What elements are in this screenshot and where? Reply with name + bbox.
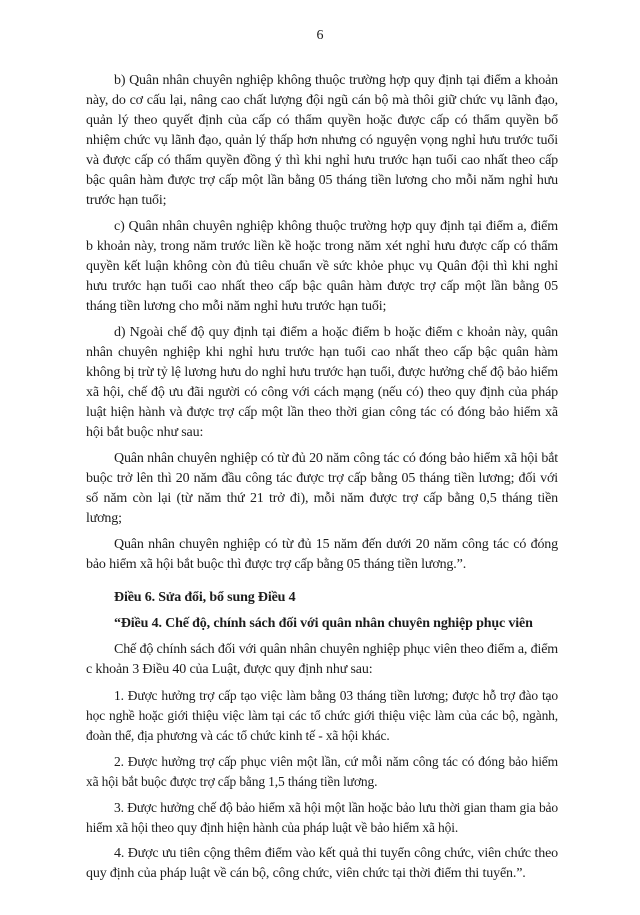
- page-number: 6: [316, 28, 324, 43]
- paragraph-clause-b: b) Quân nhân chuyên nghiệp không thuộc trường hợp quy định tại điểm a khoản này, do cơ cấu lại, nâng cao chất lượng đội ngũ cán bộ mà thôi giữ chức vụ lãnh đạo, quản lý theo quyết định của cấp có thẩm quyền hoặc được cấp có thẩm quyền bổ nhiệm chức vụ lãnh đạo, quản lý thấp hơn nhưng có nguyện vọng nghỉ hưu trước tuổi và được cấp có thẩm quyền đồng ý thì khi nghỉ hưu trước hạn tuổi cao nhất theo cấp bậc quân hàm được trợ cấp một lần bằng 05 tháng tiền lương cho mỗi năm nghỉ hưu trước hạn tuổi;: [86, 73, 558, 208]
- article-6-heading: Điều 6. Sửa đổi, bổ sung Điều 4: [114, 590, 296, 605]
- paragraph-item-2: 2. Được hưởng trợ cấp phục viên một lần, cứ mỗi năm công tác có đóng bảo hiểm xã hội bắt buộc được trợ cấp bằng 1,5 tháng tiền lương.: [86, 754, 558, 789]
- paragraph-15-to-20-years: Quân nhân chuyên nghiệp có từ đủ 15 năm đến dưới 20 năm công tác có đóng bảo hiểm xã hội bắt buộc thì được trợ cấp bằng 05 tháng tiền lương.”.: [86, 537, 558, 572]
- paragraph-item-1: 1. Được hưởng trợ cấp tạo việc làm bằng 03 tháng tiền lương; được hỗ trợ đào tạo học nghề hoặc giới thiệu việc làm tại các tổ chức giới thiệu việc làm của các bộ, ngành, đoàn thể, địa phương và các tổ chức kinh tế - xã hội khác.: [86, 688, 558, 743]
- paragraph-clause-d: d) Ngoài chế độ quy định tại điểm a hoặc điểm b hoặc điểm c khoản này, quân nhân chuyên nghiệp khi nghỉ hưu trước hạn tuổi cao nhất theo cấp bậc quân hàm không bị trừ tỷ lệ lương hưu do nghỉ hưu trước hạn tuổi, được hưởng chế độ bảo hiểm xã hội, chế độ ưu đãi người có công với cách mạng (nếu có) theo quy định của pháp luật hiện hành và được trợ cấp một lần theo thời gian công tác có đóng bảo hiểm xã hội bắt buộc như sau:: [86, 325, 558, 440]
- paragraph-over-20-years: Quân nhân chuyên nghiệp có từ đủ 20 năm công tác có đóng bảo hiểm xã hội bắt buộc trở lên thì 20 năm đầu công tác được trợ cấp bằng 05 tháng tiền lương; đối với số năm còn lại (từ năm thứ 21 trở đi), mỗi năm được trợ cấp bằng 0,5 tháng tiền lương;: [86, 451, 558, 526]
- paragraph-intro-policy: Chế độ chính sách đối với quân nhân chuyên nghiệp phục viên theo điểm a, điểm c khoản 3 Điều 40 của Luật, được quy định như sau:: [86, 642, 558, 677]
- document-body: [86, 71, 558, 890]
- paragraph-item-4: 4. Được ưu tiên cộng thêm điểm vào kết quả thi tuyển công chức, viên chức theo quy định của pháp luật về cán bộ, công chức, viên chức tại thời điểm thi tuyển.”.: [86, 846, 558, 881]
- paragraph-item-3: 3. Được hưởng chế độ bảo hiểm xã hội một lần hoặc bảo lưu thời gian tham gia bảo hiểm xã hội theo quy định hiện hành của pháp luật về bảo hiểm xã hội.: [86, 800, 558, 835]
- paragraph-clause-c: c) Quân nhân chuyên nghiệp không thuộc trường hợp quy định tại điểm a, điểm b khoản này, trong năm trước liền kề hoặc trong năm xét nghỉ hưu được cấp có thẩm quyền kết luận không còn đủ tiêu chuẩn về sức khỏe phục vụ Quân đội thì khi nghỉ hưu trước hạn tuổi cao nhất theo cấp bậc quân hàm được trợ cấp một lần bằng 05 tháng tiền lương cho mỗi năm nghỉ hưu trước hạn tuổi;: [86, 219, 558, 314]
- article-4-heading: “Điều 4. Chế độ, chính sách đối với quân nhân chuyên nghiệp phục viên: [114, 616, 533, 631]
